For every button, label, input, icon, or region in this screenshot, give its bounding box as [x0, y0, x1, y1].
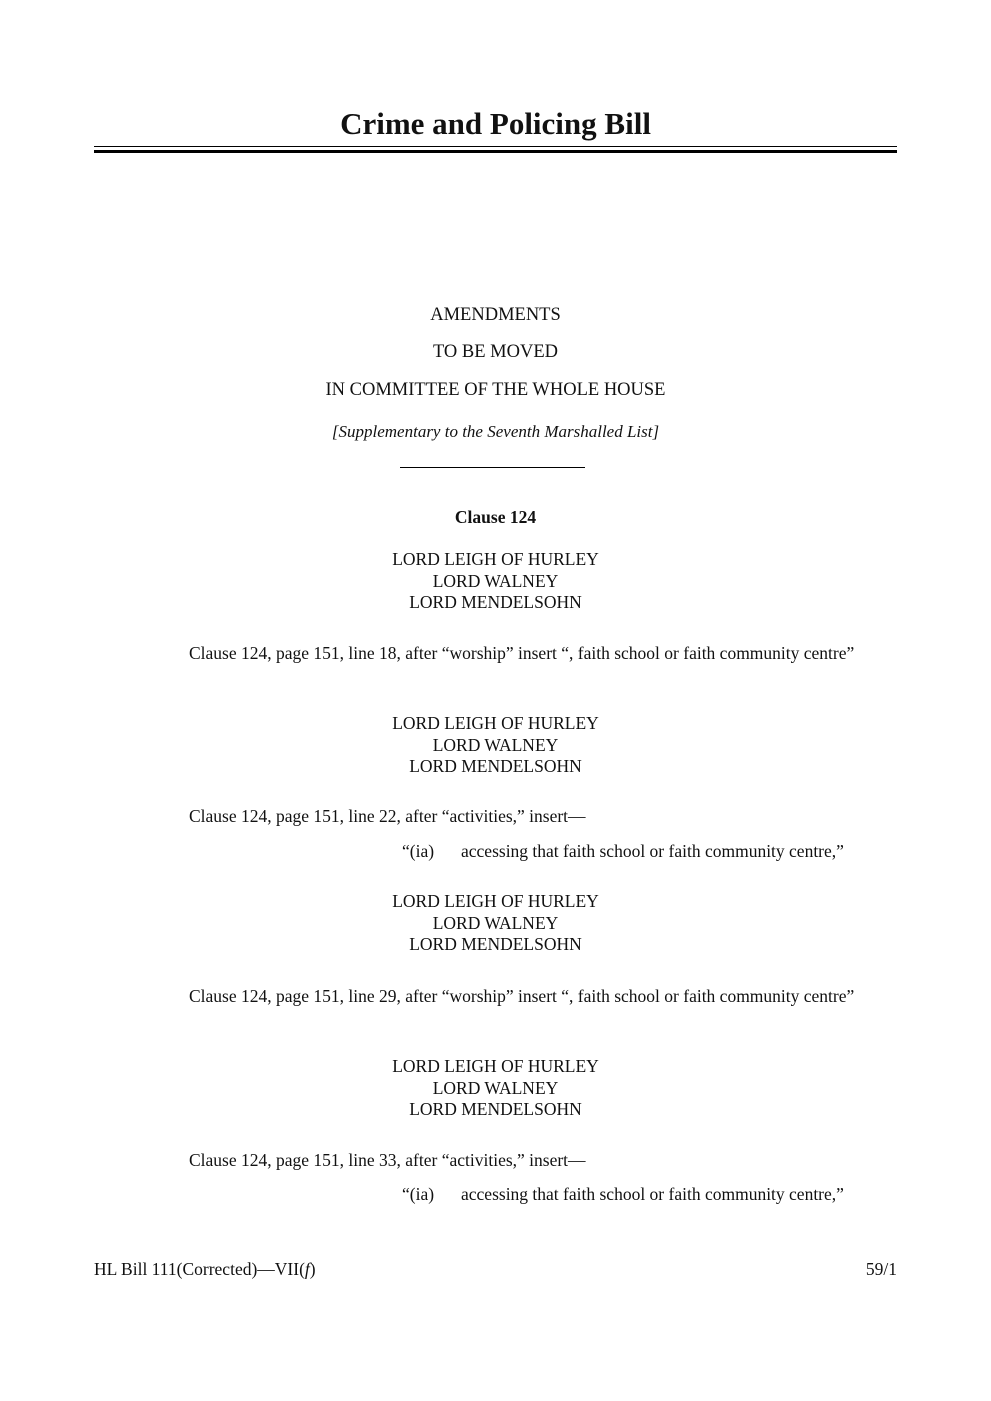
- sponsor-name: LORD LEIGH OF HURLEY: [392, 713, 599, 733]
- heading-to-be-moved: TO BE MOVED: [432, 342, 559, 362]
- bill-ref-end: ): [309, 1259, 316, 1279]
- amendment-sponsors: [0, 891, 991, 956]
- sponsor-name: LORD MENDELSOHN: [409, 756, 582, 776]
- heading-subtitle: [Supplementary to the Seventh Marshalled List]: [331, 422, 660, 441]
- sponsor-name: LORD LEIGH OF HURLEY: [392, 1056, 599, 1076]
- insert-text: accessing that faith school or faith community centre,”: [461, 841, 844, 861]
- amendment-text: Clause 124, page 151, line 18, after “worship” insert “, faith school or faith community centre”: [189, 643, 855, 663]
- sponsor-name: LORD MENDELSOHN: [409, 1099, 582, 1119]
- title-rule-thin: [94, 146, 897, 147]
- section-divider: [400, 467, 585, 468]
- sponsor-name: LORD LEIGH OF HURLEY: [392, 891, 599, 911]
- sponsor-name: LORD WALNEY: [432, 1077, 559, 1098]
- sponsor-name: LORD WALNEY: [432, 912, 559, 933]
- amendment-text: Clause 124, page 151, line 33, after “activities,” insert—: [189, 1150, 586, 1170]
- sponsor-name: LORD MENDELSOHN: [409, 934, 582, 954]
- sponsor-name: LORD MENDELSOHN: [409, 592, 582, 612]
- bill-ref-italic: f: [304, 1259, 310, 1279]
- amendment-sponsors: [0, 549, 991, 614]
- amendment-text: Clause 124, page 151, line 29, after “worship” insert “, faith school or faith community centre”: [189, 986, 855, 1006]
- bill-title: Crime and Policing Bill: [340, 106, 651, 141]
- title-rule-thick: [94, 150, 897, 153]
- insert-number: “(ia): [402, 841, 435, 861]
- sponsor-name: LORD WALNEY: [432, 734, 559, 755]
- sponsor-name: LORD LEIGH OF HURLEY: [392, 549, 599, 569]
- sponsor-name: LORD WALNEY: [432, 570, 559, 591]
- bill-ref-text: HL Bill 111(Corrected)—VII(: [94, 1259, 305, 1279]
- heading-committee: IN COMMITTEE OF THE WHOLE HOUSE: [325, 380, 666, 400]
- clause-heading: Clause 124: [454, 507, 537, 527]
- amendment-sponsors: [0, 1056, 991, 1121]
- insert-number: “(ia): [402, 1184, 435, 1204]
- bill-reference: [94, 1259, 316, 1280]
- insert-text: accessing that faith school or faith community centre,”: [461, 1184, 844, 1204]
- heading-amendments: AMENDMENTS: [430, 305, 561, 325]
- amendment-sponsors: [0, 713, 991, 778]
- amendment-text: Clause 124, page 151, line 22, after “activities,” insert—: [189, 806, 586, 826]
- amendment-insert: [402, 841, 897, 862]
- page-number: 59/1: [865, 1259, 897, 1279]
- amendment-insert: [402, 1184, 897, 1205]
